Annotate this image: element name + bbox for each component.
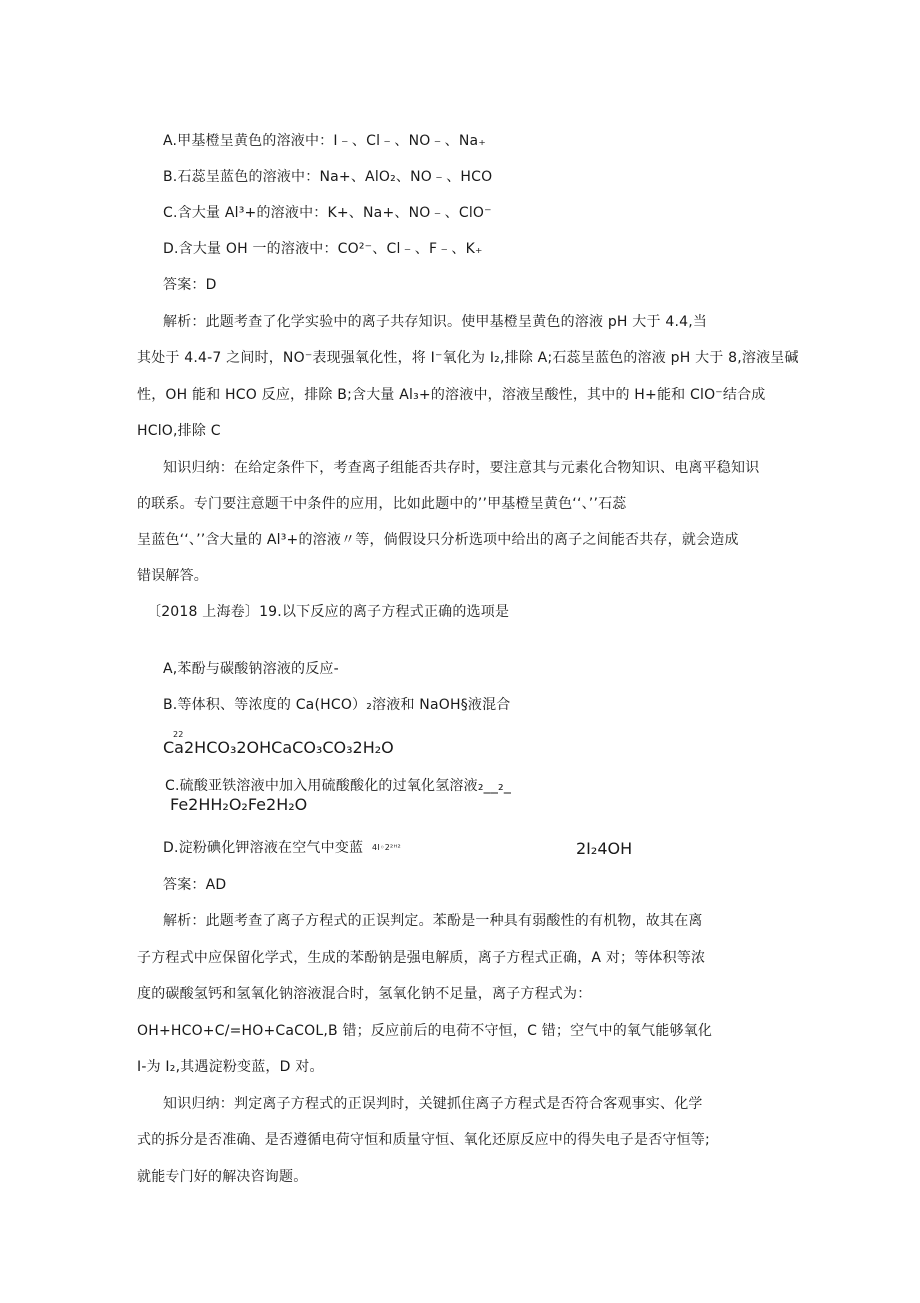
q18-summary-line: 的联系。专门要注意题干中条件的应用，比如此题中的’’甲基橙呈黄色‘‘、’’石蕊 (137, 496, 627, 512)
q19-stem: 〔2018 上海卷〕19.以下反应的离子方程式正确的选项是 (147, 604, 510, 620)
q18-option-a: A.甲基橙呈黄色的溶液中：I﹣、Cl﹣、NO﹣、Na₊ (163, 133, 486, 149)
q19-summary-line: 就能专门好的解决咨询题。 (137, 1169, 308, 1185)
q19-analysis-line: 解析：此题考查了离子方程式的正误判定。苯酚是一种具有弱酸性的有机物，故其在离 (163, 913, 703, 929)
q18-summary-line: 知识归纳：在给定条件下，考查离子组能否共存时，要注意其与元素化合物知识、电离平稳知识 (163, 460, 760, 476)
q18-analysis-line: 其处于 4.4-7 之间时，NO⁻表现强氧化性，将 I⁻氧化为 I₂,排除 A;石蕊呈蓝色的溶液 pH 大于 8,溶液呈碱 (137, 350, 799, 366)
q18-option-b: B.石蕊呈蓝色的溶液中：Na+、AlO₂、NO﹣、HCO (163, 169, 493, 185)
q18-answer: 答案：D (163, 277, 217, 293)
q19-option-d-annotation: 4I◦2²ᴴ² (372, 843, 401, 852)
q19-summary-line: 知识归纳：判定离子方程式的正误判时，关键抓住离子方程式是否符合客观事实、化学 (163, 1096, 703, 1112)
q19-analysis-line: 度的碳酸氢钙和氢氧化钠溶液混合时，氢氧化钠不足量，离子方程式为： (137, 986, 592, 1002)
q18-analysis-line: HClO,排除 C (137, 423, 221, 439)
q19-analysis-line: I-为 I₂,其遇淀粉变蓝，D 对。 (137, 1059, 324, 1075)
q19-option-b: B.等体积、等浓度的 Ca(HCO）₂溶液和 NaOH§液混合 (163, 697, 511, 713)
q19-option-c: C.硫酸亚铁溶液中加入用硫酸酸化的过氧化氢溶液₂__₂_ (165, 778, 512, 794)
q18-option-d: D.含大量 OH 一的溶液中：CO²⁻、Cl﹣、F﹣、K₊ (163, 241, 483, 257)
q19-answer: 答案：AD (163, 877, 227, 893)
q19-equation-c: Fe2HH₂O₂Fe2H₂O (170, 795, 308, 814)
q19-option-d: D.淀粉碘化钾溶液在空气中变蓝 (163, 840, 364, 856)
q19-summary-line: 式的拆分是否准确、是否遵循电荷守恒和质量守恒、氧化还原反应中的得失电子是否守恒等; (137, 1132, 710, 1148)
q18-analysis-line: 解析：此题考查了化学实验中的离子共存知识。使甲基橙呈黄色的溶液 pH 大于 4.4,当 (163, 314, 708, 330)
q19-analysis-line: OH+HCO+C/=HO+CaCOL,B 错；反应前后的电荷不守恒，C 错；空气中的氧气能够氧化 (137, 1023, 713, 1039)
q19-analysis-line: 子方程式中应保留化学式，生成的苯酚钠是强电解质，离子方程式正确，A 对；等体积等浓 (137, 950, 706, 966)
q19-equation-b: Ca2HCO₃2OHCaCO₃CO₃2H₂O (163, 738, 394, 757)
q19-equation-d: 2I₂4OH (576, 839, 633, 858)
q18-summary-line: 呈蓝色‘‘、’’含大量的 Al³+的溶液〃等，倘假设只分析选项中给出的离子之间能否共存，就会造成 (137, 532, 739, 548)
q18-summary-line: 错误解答。 (137, 568, 208, 584)
q18-analysis-line: 性，OH 能和 HCO 反应，排除 B;含大量 Al₃+的溶液中，溶液呈酸性，其中的 H+能和 ClO⁻结合成 (137, 387, 766, 403)
q18-option-c: C.含大量 Al³+的溶液中：K+、Na+、NO﹣、ClO⁻ (163, 205, 492, 221)
q19-eq-b-superscript: 22 (173, 730, 184, 739)
q19-option-a: A,苯酚与碳酸钠溶液的反应- (163, 661, 339, 677)
